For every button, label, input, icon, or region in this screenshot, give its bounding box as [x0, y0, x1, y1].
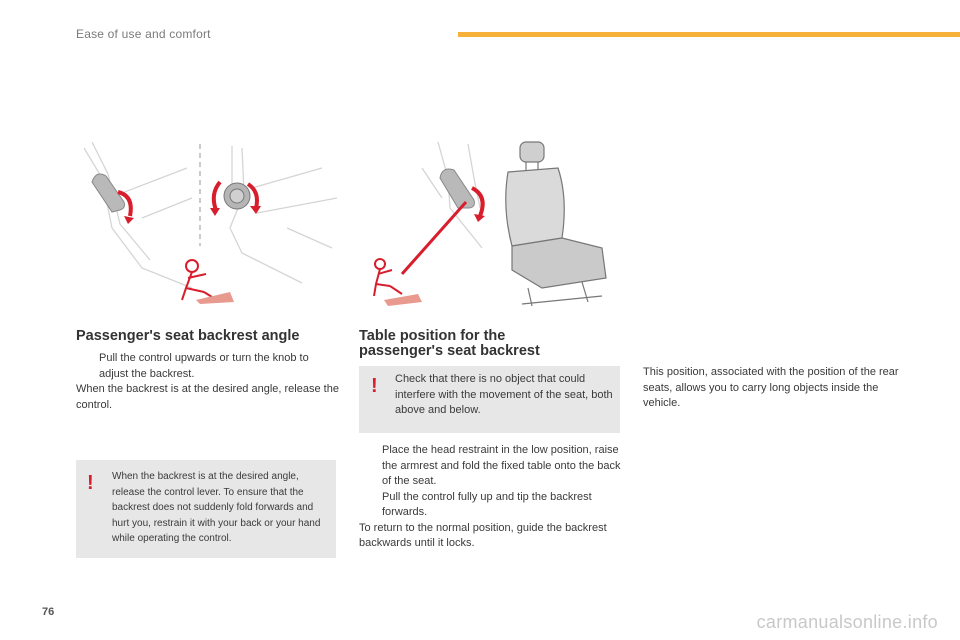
header-accent-bar [458, 32, 960, 37]
instruction-bullet [359, 443, 623, 490]
warning-text: When the backrest is at the desired angle, release the control lever. To ensure that the backrest does not suddenly fold forwards and hurt you, restrain it with your back or your hand while operating the control. [112, 471, 321, 544]
seat-control-illustration [82, 138, 340, 306]
backrest-angle-heading [76, 329, 300, 344]
backrest-angle-instructions [76, 351, 340, 413]
instruction-bullet [359, 490, 623, 521]
warning-text: Check that there is no object that could interfere with the movement of the seat, both above and below. [395, 373, 613, 416]
table-position-heading-line2: passenger's seat backrest [359, 343, 540, 359]
warning-icon: ! [87, 472, 94, 494]
backrest-angle-heading-text: Passenger's seat backrest angle [76, 328, 300, 344]
instruction-text: Place the head restraint in the low position, raise the armrest and fold the fixed table onto the back of the seat. [382, 444, 621, 487]
instruction-text: Pull the control fully up and tip the backrest forwards. [382, 490, 592, 518]
instruction-text: Pull the control upwards or turn the knob to adjust the backrest. [99, 352, 309, 380]
section-title: Ease of use and comfort [76, 27, 211, 41]
page-number: 76 [42, 606, 55, 618]
table-position-warning-box [359, 366, 620, 433]
instruction-paragraph: To return to the normal position, guide the backrest backwards until it locks. [359, 521, 607, 549]
watermark: carmanualsonline.info [756, 612, 938, 632]
warning-icon: ! [371, 375, 378, 397]
table-position-instructions [359, 443, 623, 552]
backrest-warning-box [76, 460, 336, 558]
rear-seats-note: This position, associated with the position of the rear seats, allows you to carry long objects inside the vehicle. [643, 366, 899, 409]
seat-table-position-illustration [362, 138, 624, 310]
instruction-paragraph: When the backrest is at the desired angle, release the control. [76, 383, 339, 411]
table-position-heading-line1: Table position for the [359, 328, 506, 344]
table-position-heading [359, 329, 540, 359]
instruction-bullet [76, 351, 340, 382]
